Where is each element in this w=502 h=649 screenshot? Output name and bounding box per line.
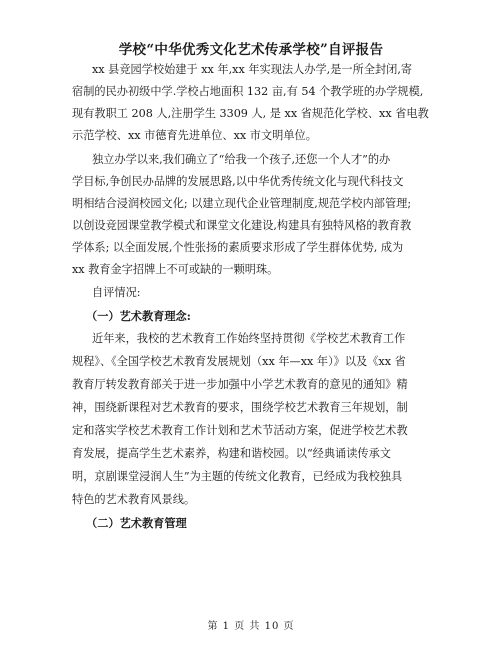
paragraph-line: 规程》、《全国学校艺术教育发展规划（xx 年—xx 年）》以及《xx 省 [72,355,406,368]
paragraph-line: 独立办学以来,我们确立了“给我一个孩子,还您一个人才”的办 [92,153,391,166]
paragraph-line: 以创设竞园课堂教学模式和课堂文化建设,构建具有独特风格的教育教 [72,219,412,232]
paragraph-line: 教育厅转发教育部关于进一步加强中小学艺术教育的意见的通知》精 [72,378,408,391]
paragraph-line: 特色的艺术教育风景线。 [72,493,196,506]
paragraph-line: 现有教职工 208 人,注册学生 3309 人, 是 xx 省规范化学校、xx 省电教 [72,107,429,120]
paragraph-line: 明相结合浸润校园文化; 以建立现代企业管理制度,规范学校内部管理; [72,197,412,210]
paragraph-line: 学体系; 以全面发展,个性张扬的素质要求形成了学生群体优势, 成为 [72,241,404,254]
section-heading: （一）艺术教育理念: [86,309,191,323]
paragraph-line: 近年来，我校的艺术教育工作始终坚持贯彻《学校艺术教育工作 [92,332,406,345]
paragraph-line: xx 教育金字招牌上不可或缺的一颗明珠。 [72,263,279,276]
paragraph-line: 育发展，提高学生艺术素养，构建和谐校园。以“经典诵读传承文 [72,447,391,460]
page-number: 第 1 页 共 10 页 [207,621,295,632]
paragraph-line: 学目标,争创民办品牌的发展思路,以中华优秀传统文化与现代科技文 [72,175,404,188]
section-heading: （二）艺术教育管理 [86,516,187,530]
paragraph-line: xx 县竞园学校始建于 xx 年,xx 年实现法人办学,是一所全封闭,寄 [92,63,413,76]
paragraph-line: 明，京剧课堂浸润人生”为主题的传统文化教育，已经成为我校独具 [72,470,403,483]
paragraph-line: 神，围绕新课程对艺术教育的要求，围绕学校艺术教育三年规划，制 [72,401,408,414]
section-label: 自评情况: [92,286,141,299]
paragraph-line: 示范学校、xx 市德育先进单位、xx 市文明单位。 [72,129,317,142]
paragraph-line: 宿制的民办初级中学.学校占地面积 132 亩,有 54 个教学班的办学规模, [72,85,424,98]
document-title: 学校“中华优秀文化艺术传承学校”自评报告 [118,42,384,58]
paragraph-line: 定和落实学校艺术教育工作计划和艺术节活动方案，促进学校艺术教 [72,424,408,437]
